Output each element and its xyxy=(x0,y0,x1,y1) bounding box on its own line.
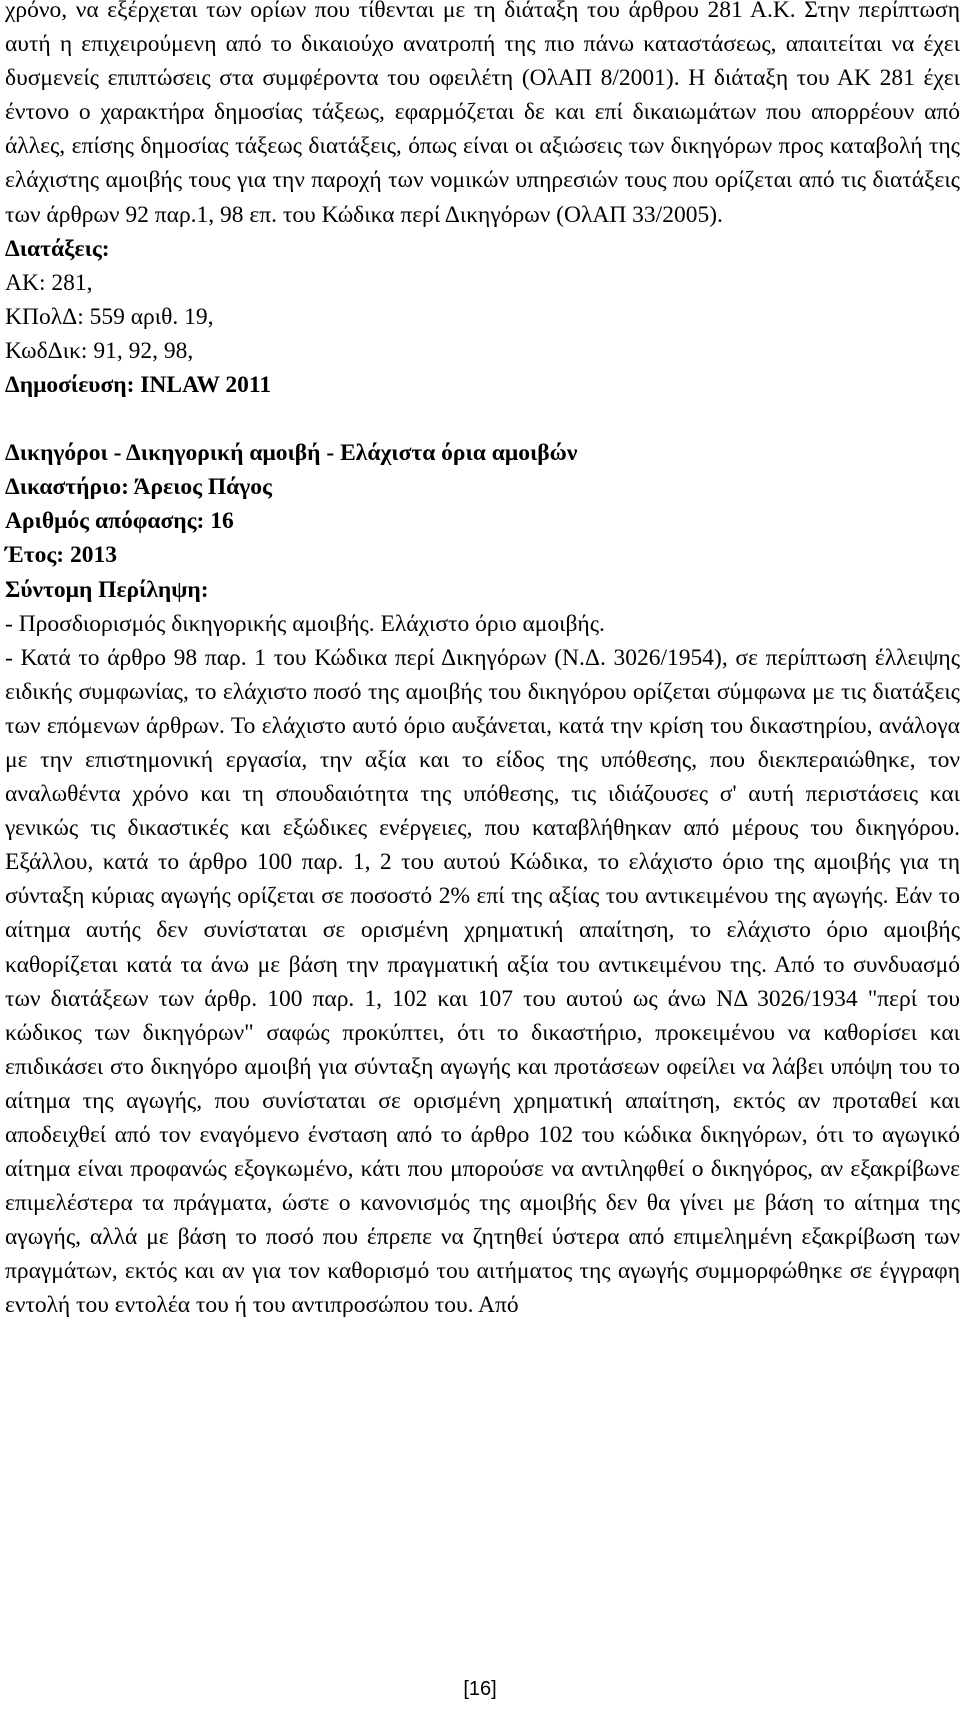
provision-line: ΚωδΔικ: 91, 92, 98, xyxy=(5,337,194,364)
case-subject: Δικηγόροι - Δικηγορική αμοιβή - Ελάχιστα όρια αμοιβών xyxy=(5,440,578,467)
provision-line: ΑΚ: 281, xyxy=(5,269,93,296)
decision-number-line: Αριθμός απόφασης: 16 xyxy=(5,508,234,535)
body-paragraph-2: - Κατά το άρθρο 98 παρ. 1 του Κώδικα περί Δικηγόρων (Ν.Δ. 3026/1954), σε περίπτωση έλλειψης ειδικής συμφωνίας, το ελάχιστο ποσό της αμοιβής του δικηγόρου ορίζεται σύμφωνα με τις διατάξεις των επόμενων άρθρων. Το ελάχιστο αυτό όριο αυξάνεται, κατά την κρίση του δικαστηρίου, ανάλογα με την επιστημονική εργασία, την αξία και το είδος της υπόθεσης, που διεκπεραιώθηκε, τον αναλωθέντα χρόνο και τη σπουδαιότητα της υπόθεσης, τις ιδιάζουσες σ' αυτή περιστάσεις και γενικώς τις δικαστικές και εξώδικες ενέργειες, που καταβλήθηκαν από μέρους του δικηγόρου. Εξάλλου, κατά το άρθρο 100 παρ. 1, 2 του αυτού Κώδικα, το ελάχιστο όριο της αμοιβής για τη σύνταξη κύριας αγωγής ορίζεται σε ποσοστό 2% επί της αξίας του αντικειμένου της αγωγής. Εάν το αίτημα αυτής δεν συνίσταται σε ορισμένη χρηματική απαίτηση, το ελάχιστο όριο αμοιβής καθορίζεται κατά τα άνω με βάση την πραγματική αξία του αντικειμένου της. Από το συνδυασμό των διατάξεων των άρθρ. 100 παρ. 1, 102 και 107 του αυτού ως άνω ΝΔ 3026/1934 "περί του κώδικος των δικηγόρων" σαφώς προκύπτει, ότι το δικαστήριο, προκειμένου να καθορίσει και επιδικάσει στο δικηγόρο αμοιβή για σύνταξη αγωγής και προτάσεων οφείλει να λάβει υπόψη του το αίτημα της αγωγής, που συνίσταται σε ορισμένη χρηματική απαίτηση, εκτός αν προταθεί και αποδειχθεί από τον εναγόμενο ένσταση από το άρθρο 102 του κώδικα δικηγόρων, ότι το αγωγικό αίτημα είναι προφανώς εξογκωμένο, κάτι που μπορούσε να αντιληφθεί ο δικηγόρος, αν εξακρίβωνε επιμελέστερα τα πράγματα, ώστε ο κανονισμός της αμοιβής δεν θα γίνει με βάση το αίτημα της αγωγής, αλλά με βάση το ποσό που έπρεπε να ζητηθεί ύστερα από επιμελημένη εξακρίβωση των πραγμάτων, εκτός και αν για τον καθορισμό του αιτήματος της αγωγής συμμορφώθηκε σε έγγραφη εντολή του εντολέα του ή του αντιπροσώπου του. Από xyxy=(5,644,960,1319)
page-number: [16] xyxy=(463,1678,497,1700)
publication-line: Δημοσίευση: INLAW 2011 xyxy=(5,372,272,399)
provisions-heading: Διατάξεις: xyxy=(5,235,110,262)
court-line: Δικαστήριο: Άρειος Πάγος xyxy=(5,474,272,501)
body-paragraph-1: χρόνο, να εξέρχεται των ορίων που τίθενται με τη διάταξη του άρθρου 281 Α.Κ. Στην περίπτωση αυτή η επιχειρούμενη από το δικαιούχο ανατροπή της πιο πάνω καταστάσεως, απαιτείται να έχει δυσμενείς επιπτώσεις στα συμφέροντα του οφειλέτη (ΟλΑΠ 8/2001). Η διάταξη του ΑΚ 281 έχει έντονο ο χαρακτήρα δημοσίας τάξεως, εφαρμόζεται δε και επί δικαιωμάτων που απορρέουν από άλλες, επίσης δημοσίας τάξεως διατάξεις, όπως είναι οι αξιώσεις των δικηγόρων προς καταβολή της ελάχιστης αμοιβής τους για την παροχή των νομικών υπηρεσιών τους που ορίζεται από τις διατάξεις των άρθρων 92 παρ.1, 98 επ. του Κώδικα περί Δικηγόρων (ΟλΑΠ 33/2005). xyxy=(5,0,960,228)
summary-heading: Σύντομη Περίληψη: xyxy=(5,576,209,603)
section-spacer xyxy=(5,402,960,436)
summary-line: - Προσδιορισμός δικηγορικής αμοιβής. Ελάχιστο όριο αμοιβής. xyxy=(5,610,605,637)
year-line: Έτος: 2013 xyxy=(5,542,117,569)
document-page xyxy=(5,0,960,1323)
provision-line: ΚΠολΔ: 559 αριθ. 19, xyxy=(5,303,214,330)
